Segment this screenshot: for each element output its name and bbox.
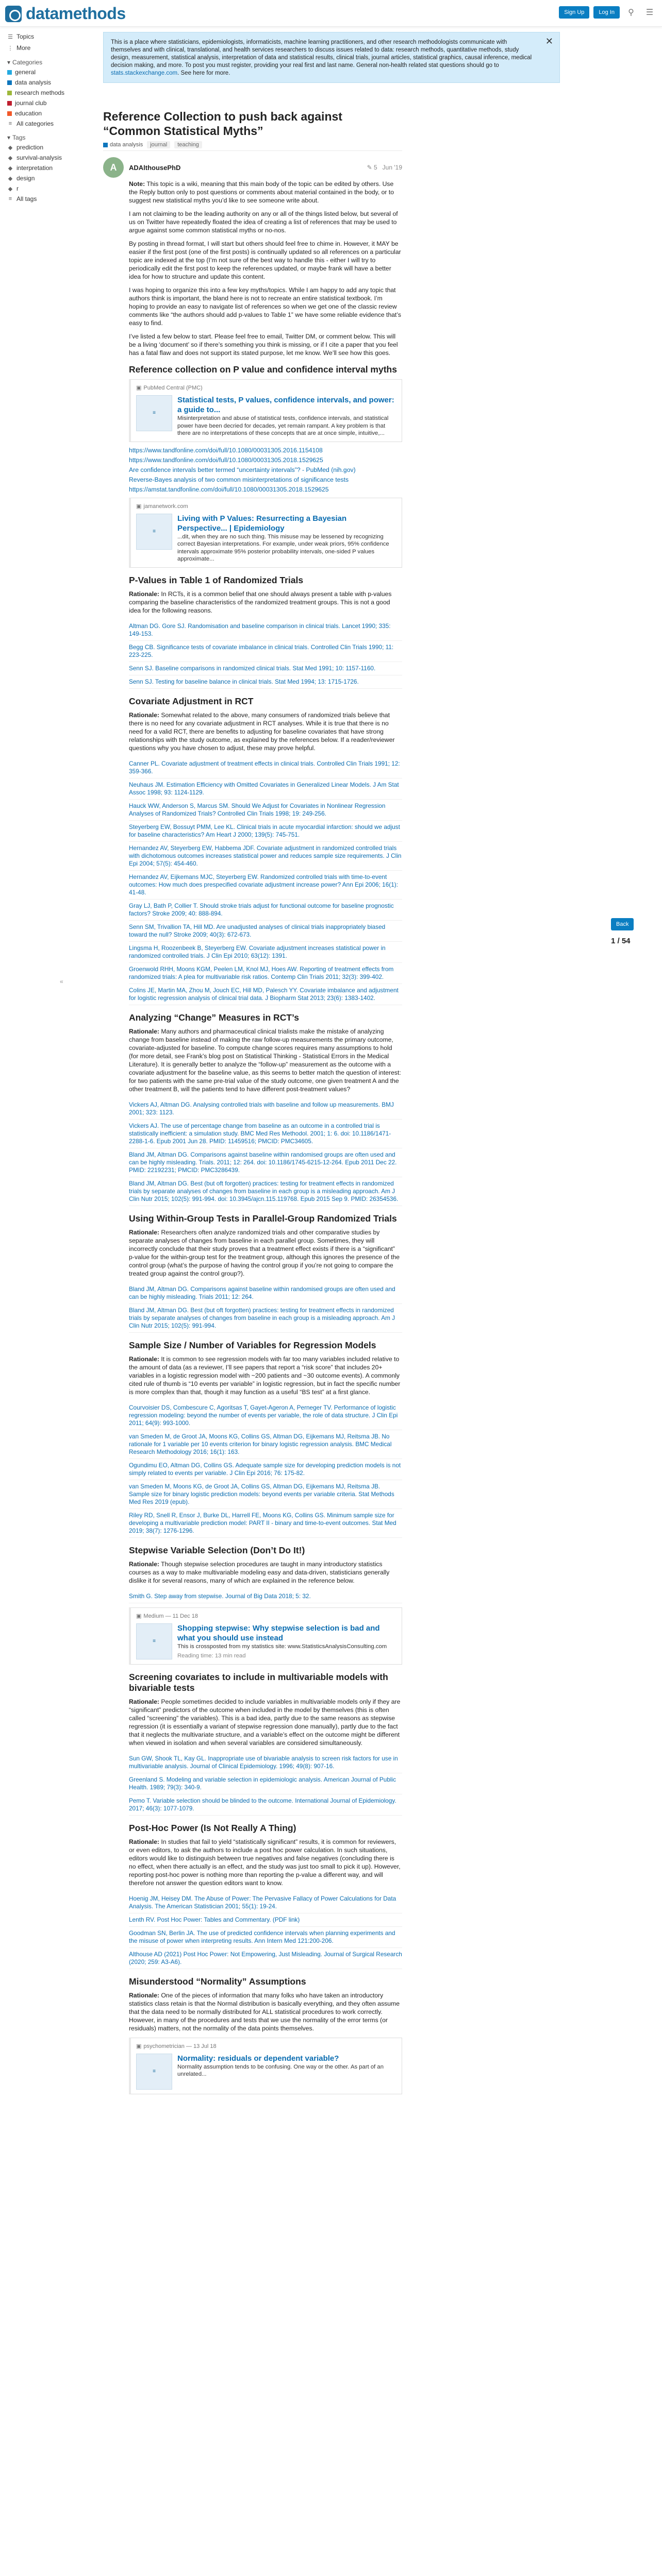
rationale-text: It is common to see regression models with far too many variables included relative to the amount of data (as a reviewer, I’ll see papers that report a “risk score” that includes 20+ variables in a logistic regression model with ~200 patients and ~30 outcome events). A commonly cited rule of thumb is “10 events per variable” in logistic regression, but in fact the specific number is more complex than that, though it may function as a useful “BS test” at a first glance.: [129, 1355, 401, 1396]
header-actions: [559, 5, 657, 20]
reference-link[interactable]: Hernandez AV, Eijkemans MJC, Steyerberg EW. Randomized controlled trials with time-to-event outcomes: How much does prespecified covariate adjustment increase power? Ann Epi 2006; 16(1): 41-48.: [129, 873, 398, 896]
reference-list: [129, 1752, 402, 1816]
topic-category[interactable]: [103, 142, 143, 148]
signup-button[interactable]: Sign Up: [559, 6, 589, 19]
site-favicon-icon: ▣: [136, 503, 142, 510]
reference-item: [129, 1177, 402, 1206]
collapse-sidebar-icon[interactable]: «: [60, 978, 63, 985]
rationale-label: Rationale:: [129, 1838, 159, 1845]
reference-item: [129, 821, 402, 842]
reference-link[interactable]: Ogundimu EO, Altman DG, Collins GS. Adequate sample size for developing prediction models is not simply related to events per variable. J Clin Epi 2016; 76: 175-82.: [129, 1461, 401, 1477]
section-heading: Sample Size / Number of Variables for Regression Models: [129, 1340, 376, 1350]
site-favicon-icon: ▣: [136, 1613, 142, 1619]
rationale-text: One of the pieces of information that many folks who have taken an introductory statistics class retain is that the Normal distribution is basically everything, and they often assume that the data need to be normally distributed for ALL statistical procedures to work correctly. However, in many of the procedures and tests that we use the normality of the error terms (or residuals) matters, not the normality of the data points themselves.: [129, 1991, 400, 2032]
reference-item: [129, 1401, 402, 1430]
note-label: Note:: [129, 180, 145, 188]
paragraph-text: By posting in thread format, I will start but others should feel free to chime in. However, it MAY be easier if the first post (one of the first posts) is continually updated so all references on a particular topic are indexed at the top (I’m not sure of the best way to handle this - either I will try to periodically edit the first post to keep the references updated, or maybe frank will have a better idea for how to structure and update this content.: [129, 240, 401, 280]
reference-item: [129, 1283, 402, 1304]
reference-link[interactable]: Bland JM, Altman DG. Best (but oft forgotten) practices: testing for treatment effects in randomized trials by separate analyses of changes from baseline in each group is a misleading approach. Am J Clin Nutr 2015; 102(5): 991-994. doi: 10.3945/ajcn.115.119768. Epub 2015 Sep 9. PMID: 26354536.: [129, 1179, 399, 1202]
link-preview-card[interactable]: [129, 379, 402, 442]
section-heading: Post-Hoc Power (Is Not Really A Thing): [129, 1822, 296, 1833]
reference-item: [129, 900, 402, 921]
reference-list: [129, 1401, 402, 1538]
reference-item: [129, 1304, 402, 1333]
reference-item: [129, 800, 402, 821]
sidebar-categories-header[interactable]: [5, 54, 82, 67]
section-heading: Screening covariates to include in multivariable models with bivariable tests: [129, 1671, 388, 1693]
site-favicon-icon: ▣: [136, 2043, 142, 2049]
link-preview-card[interactable]: [129, 2038, 402, 2094]
reference-item: [129, 1927, 402, 1948]
reference-item: [129, 1794, 402, 1816]
sidebar-item-all-tags[interactable]: [5, 194, 82, 204]
logo-text: datamethods: [26, 4, 126, 23]
rationale-text: Researchers often analyze randomized trials and other comparative studies by separate analyses of changes from baseline in each parallel group. Sometimes, they will incorrectly conclude that their study proves that a treatment effect exists if there is a “significant” p-value for the within-group test for the treatment group, although this ignores the presence of the control group (what’s the purpose of having the control group if you’re not going to compare the treated group against the control group?).: [129, 1228, 400, 1277]
section-rationale: [129, 1698, 402, 1747]
reference-link[interactable]: Riley RD, Snell R, Ensor J, Burke DL, Harrell FE, Moons KG, Collins GS. Minimum sample size for developing a multivariable prediction model: PART II - binary and time-to-event outcomes. Stat Med 2019; 38(7): 1276-1296.: [129, 1511, 396, 1534]
reference-link[interactable]: Bland JM, Altman DG. Comparisons against baseline within randomised groups are often used and can be highly misleading. Trials. 2011; 12: 264. doi: 10.1186/1745-6215-12-264. Epub 2011 Dec 22. PMID: 22192231; PMCID: PMC3286439.: [129, 1150, 397, 1174]
reference-item: [129, 620, 402, 641]
reference-list: [129, 1098, 402, 1206]
reference-link[interactable]: https://amstat.tandfonline.com/doi/full/10.1080/00031305.2018.1529625: [129, 485, 329, 493]
topic-breadcrumb: [103, 141, 402, 148]
sidebar-item-label: interpretation: [16, 164, 53, 172]
section-rationale: [129, 1027, 402, 1093]
reference-link[interactable]: Senn SJ. Baseline comparisons in randomized clinical trials. Stat Med 1991; 10: 1157-1160.: [129, 664, 376, 672]
reference-item: [129, 984, 402, 1005]
preview-title[interactable]: Statistical tests, P values, confidence intervals, and power: a guide to...: [177, 396, 394, 414]
post-body: [129, 180, 402, 2094]
sidebar-category-education[interactable]: [5, 108, 82, 118]
preview-text-column: [177, 514, 396, 563]
reference-item: [129, 1098, 402, 1120]
topics-icon: ☰: [8, 33, 13, 40]
back-button[interactable]: Back: [611, 918, 634, 930]
post-paragraph: [129, 210, 402, 234]
post-paragraph: [129, 286, 402, 327]
reference-link[interactable]: Senn SJ. Testing for baseline balance in clinical trials. Stat Med 1994; 13: 1715-1726.: [129, 677, 359, 685]
sidebar-item-topics[interactable]: [5, 31, 82, 42]
preview-title[interactable]: Normality: residuals or dependent variable?: [177, 2054, 339, 2063]
login-button[interactable]: Log In: [593, 6, 620, 19]
category-color-swatch: [7, 91, 12, 95]
reference-link[interactable]: Neuhaus JM. Estimation Efficiency with Omitted Covariates in Generalized Linear Models. J Am Stat Assoc 1998; 93: 1124-1129.: [129, 781, 399, 796]
site-favicon-icon: ▣: [136, 385, 142, 391]
paragraph-text: I am not claiming to be the leading authority on any or all of the things listed below, but several of us on Twitter have repeatedly floated the idea of creating a list of references that may be used to argue against some common statistical myths or no-nos.: [129, 210, 398, 234]
reference-link[interactable]: Althouse AD (2021) Post Hoc Power: Not Empowering, Just Misleading. Journal of Surgical Research (2020; 259: A3-A6).: [129, 1950, 402, 1965]
rationale-text: In studies that fail to yield “statistically significant” results, it is common for reviewers, or even editors, to ask the authors to include a post hoc power calculation. In such situations, editors would like to distinguish between true negatives and false negatives (concluding there is no effect, when there actually is an effect, and the study was just too small to pick it up). However, reporting post-hoc power is nothing more than reporting the p-value a different way, and will therefore not answer the question editors want to know.: [129, 1838, 401, 1887]
reference-link[interactable]: van Smeden M, de Groot JA, Moons KG, Collins GS, Altman DG, Eijkemans MJ, Reitsma JB. No rationale for 1 variable per 10 events criterion for binary logistic regression analysis. BMC Medical Research Methodology 2016; 16(1): 163.: [129, 1432, 392, 1455]
paragraph-text: This topic is a wiki, meaning that this main body of the topic can be edited by others. Use the Reply button only to post questions or comments about material contained in the body, or to suggest new statistical myths you’d like to see someone write about.: [129, 180, 394, 204]
preview-text-column: [177, 395, 396, 437]
rationale-text: In RCTs, it is a common belief that one should always present a table with p-values comparing the baseline characteristics of the randomized treatment groups. This is not a good idea for the following reasons.: [129, 590, 392, 614]
section-heading: Reference collection on P value and confidence interval myths: [129, 364, 397, 375]
preview-source-label: psychometrician — 13 Jul 18: [143, 2043, 217, 2049]
list-icon: ≡: [8, 196, 12, 202]
section-heading: Misunderstood “Normality” Assumptions: [129, 1976, 306, 1987]
sidebar-item-label: research methods: [15, 89, 65, 96]
section-rationale: [129, 711, 402, 752]
sidebar-item-label: journal club: [15, 99, 47, 107]
preview-source: [136, 384, 396, 392]
post: [103, 150, 402, 2098]
section-rationale: [129, 1991, 402, 2032]
sidebar-tag-interpretation[interactable]: [5, 163, 82, 173]
sidebar-category-general[interactable]: [5, 67, 82, 77]
reference-item: [129, 942, 402, 963]
sidebar-item-more[interactable]: [5, 42, 82, 54]
sidebar-item-label: general: [15, 69, 36, 76]
reference-item: [129, 662, 402, 675]
section-heading: P-Values in Table 1 of Randomized Trials: [129, 574, 304, 585]
reference-link[interactable]: Canner PL. Covariate adjustment of treatment effects in clinical trials. Controlled Clin Trials 1991; 12: 359-366.: [129, 759, 400, 775]
topic-tag[interactable]: journal: [147, 141, 170, 148]
topic-title[interactable]: Reference Collection to push back against “Common Statistical Myths”: [103, 110, 342, 138]
rationale-label: Rationale:: [129, 1560, 159, 1568]
reference-item: [129, 1752, 402, 1773]
sidebar-category-journal-club[interactable]: [5, 98, 82, 108]
reference-link[interactable]: Hauck WW, Anderson S, Marcus SM. Should We Adjust for Covariates in Nonlinear Regression Analyses of Randomized Trials? Controlled Clin Trials 1998; 19: 249-256.: [129, 802, 386, 817]
preview-content: [136, 1623, 396, 1660]
sidebar-tag-prediction[interactable]: [5, 142, 82, 152]
paragraph-text: I’ve listed a few below to start. Please feel free to email, Twitter DM, or comment below. This will be a living ‘document’ so if there’s something you think is missing, or if I cite a paper that you feel has a fatal flaw and does not support its stated purpose, let me know. We’ll see how this goes.: [129, 333, 398, 357]
preview-thumbnail-icon: ≡: [136, 514, 172, 550]
preview-footer: Reading time: 13 min read: [177, 1653, 246, 1659]
reference-item: [129, 1459, 402, 1480]
chevron-down-icon: ▾: [7, 59, 11, 66]
paragraph-text: I was hoping to organize this into a few key myths/topics. While I am happy to add any topic that authors think is important, the bland here is not to recreate an entire statistical textbook. I’m hoping to provide an easy to navigate list of references so when we get one of the classic review comments like “the authors should add p-values to Table 1” we have some reliable evidence that’s easy to find.: [129, 286, 401, 327]
reference-link[interactable]: Groenwold RHH, Moons KGM, Peelen LM, Knol MJ, Hoes AW. Reporting of treatment effects from randomized trials: A plea for multivariable risk ratios. Contemp Clin Trials 2011; 32(3): 399-402.: [129, 965, 394, 980]
site-logo[interactable]: [5, 4, 126, 23]
hamburger-icon[interactable]: ☰: [646, 8, 654, 17]
logo-mark: [5, 6, 22, 22]
section-rationale: [129, 1560, 402, 1585]
sidebar-item-label: design: [16, 175, 35, 182]
rationale-label: Rationale:: [129, 1027, 159, 1035]
preview-source: [136, 1612, 396, 1620]
section-heading: Using Within-Group Tests in Parallel-Group Randomized Trials: [129, 1213, 397, 1224]
reference-item: [129, 1148, 402, 1177]
rationale-text: Many authors and pharmaceutical clinical trialists make the mistake of analyzing change from baseline instead of making the raw follow-up measurements the primary outcome, covariate-adjusted for baseline. To compute change scores requires many assumptions to hold (for more detail, see Frank’s blog post on Statistical Thinking - Statistical Errors in the Medical Literature). It is generally better to analyze the “follow-up” measurement as the outcome with a covariate adjustment for the baseline value, as this seems to better match the question of interest: for two patients with the same pre-trial value of the study outcome, one given treatment A and the other treatment B, will the patients tend to have different post-treatment values?: [129, 1027, 401, 1093]
category-color-swatch: [7, 111, 12, 116]
reference-item: [129, 1948, 402, 1969]
search-icon[interactable]: ⚲: [628, 8, 634, 17]
section-rationale: [129, 1838, 402, 1887]
reference-item: [129, 1773, 402, 1794]
preview-source-label: Medium — 11 Dec 18: [143, 1613, 198, 1619]
category-color-swatch: [7, 70, 12, 75]
reference-link[interactable]: Senn SM, Trivallion TA, Hill MD. Are unadjusted analyses of clinical trials inappropriately biased toward the null? Stroke 2009; 40(3): 672-673.: [129, 923, 386, 938]
reference-list: [129, 1892, 402, 1969]
rationale-text: Somewhat related to the above, many consumers of randomized trials believe that there is no need for any covariate adjustment in RCT analyses. While it is true that there is no need for a valid RCT, there are benefits to adjusting for baseline covariates that have strong relationships with the study outcome, as explained by the references below. If a reader/reviewer questions why you have chosen to adjust, these may prove helpful.: [129, 711, 395, 752]
reference-link[interactable]: Colins JE, Martin MA, Zhou M, Jouch EC, Hill MD, Palesch YY. Covariate imbalance and adjustment for logistic regression analysis of clinical trial data. J Biopharm Stat 2013; 23(6): 1383-1402.: [129, 986, 399, 1002]
reference-link[interactable]: Vickers AJ. The use of percentage change from baseline as an outcome in a controlled trial is statistically inefficient: a simulation study. BMC Med Res Methodol. 2001; 1: 6. doi: 10.1186/1471-2288-1-6. Epub 2001 Jun 28. PMID: 11459516; PMCID: PMC34605.: [129, 1122, 391, 1145]
reference-link[interactable]: https://www.tandfonline.com/doi/full/10.1080/00031305.2016.1154108: [129, 446, 323, 454]
reference-link[interactable]: https://www.tandfonline.com/doi/full/10.1080/00031305.2018.1529625: [129, 456, 323, 464]
preview-text-column: [177, 2054, 396, 2090]
category-color-swatch: [103, 143, 108, 147]
topic-timeline: [611, 918, 642, 945]
tag-icon: ◆: [8, 175, 13, 182]
reference-link[interactable]: Altman DG. Gore SJ. Randomisation and baseline comparison in clinical trials. Lancet 1990; 335: 149-153.: [129, 622, 391, 637]
sidebar-tag-design[interactable]: [5, 173, 82, 183]
section-heading: Stepwise Variable Selection (Don’t Do It!): [129, 1545, 305, 1555]
sidebar-category-research-methods[interactable]: [5, 88, 82, 98]
preview-excerpt: ...dit, when they are no such thing. This misuse may be lessened by recognizing correct Bayesian interpretations. For example, under weak priors, 95% confidence intervals approximate 95% posterior probability intervals, one-sided P values approximate...: [177, 533, 389, 562]
tag-icon: ◆: [8, 144, 13, 151]
section-rationale: [129, 1228, 402, 1278]
rationale-label: Rationale:: [129, 590, 159, 598]
post-paragraph: [129, 240, 402, 281]
reference-item: [129, 1590, 402, 1603]
sidebar-category-list: [5, 67, 82, 118]
reference-item: [129, 757, 402, 778]
post-paragraph: [129, 180, 402, 205]
reference-item: [129, 871, 402, 900]
preview-excerpt: This is crossposted from my statistics site: www.StatisticsAnalysisConsulting.com: [177, 1643, 387, 1650]
preview-source: [136, 2042, 396, 2050]
sidebar-category-data-analysis[interactable]: [5, 77, 82, 88]
reference-link[interactable]: Vickers AJ, Altman DG. Analysing controlled trials with baseline and follow up measurements. BMJ 2001; 323: 1123.: [129, 1100, 394, 1116]
post-header: [103, 150, 402, 178]
reference-list: [129, 1590, 402, 1603]
reference-link[interactable]: Bland JM, Altman DG. Comparisons against baseline within randomised groups are often used and can be highly misleading. Trials 2011; 12: 264.: [129, 1285, 395, 1300]
rationale-text: People sometimes decided to include variables in multivariable models only if they are “significant” predictors of the outcome when included in the model by themselves (this is often called “screening” the variables). This is a bad idea, partly due to the same reasons as stepwise regression (it is essentially a variant of stepwise regression done manually), partly due to the fact that it neglects the multivariate structure, and a variable’s effect on the outcome might be different when viewed in isolation and when several variables are considered simultaneously.: [129, 1698, 401, 1747]
preview-content: [136, 514, 396, 563]
topic-header: [103, 109, 402, 148]
reference-item: [129, 1509, 402, 1538]
reference-link[interactable]: Reverse-Bayes analysis of two common misinterpretations of significance tests: [129, 476, 349, 483]
section-rationale: [129, 1355, 402, 1396]
sidebar-section-label: Tags: [12, 134, 26, 141]
reference-link[interactable]: Goodman SN, Berlin JA. The use of predicted confidence intervals when planning experiments and the misuse of power when interpreting results. Ann Intern Med 121:200-206.: [129, 1929, 395, 1944]
sidebar-item-label: education: [15, 110, 42, 117]
sidebar-item-label: survival-analysis: [16, 154, 62, 161]
reference-item: [129, 842, 402, 871]
preview-title[interactable]: Shopping stepwise: Why stepwise selection is bad and what you should use instead: [177, 1623, 380, 1642]
sidebar-tags-header[interactable]: [5, 129, 82, 142]
category-color-swatch: [7, 101, 12, 106]
sidebar-tag-r[interactable]: [5, 183, 82, 194]
post-paragraph: [129, 332, 402, 357]
preview-thumbnail-icon: ≡: [136, 1623, 172, 1659]
preview-content: [136, 395, 396, 437]
reference-item: [129, 675, 402, 689]
preview-source: [136, 502, 396, 511]
timeline-count[interactable]: 1 / 54: [611, 937, 631, 945]
section-heading: Covariate Adjustment in RCT: [129, 696, 254, 706]
reference-item: [129, 921, 402, 942]
reference-link[interactable]: Pemo T. Variable selection should be blinded to the outcome. International Journal of Epidemiology. 2017; 46(3): 1077-1079.: [129, 1797, 396, 1812]
sidebar-tag-survival-analysis[interactable]: [5, 152, 82, 163]
section-heading: Analyzing “Change” Measures in RCT’s: [129, 1012, 299, 1023]
reference-link[interactable]: Are confidence intervals better termed “uncertainty intervals”? - PubMed (nih.gov): [129, 466, 356, 473]
reference-list: [129, 757, 402, 1005]
list-icon: ≡: [8, 121, 12, 127]
preview-thumbnail-icon: ≡: [136, 395, 172, 431]
post-meta: [367, 164, 402, 171]
reference-link[interactable]: Smith G. Step away from stepwise. Journal of Big Data 2018; 5: 32.: [129, 1592, 311, 1600]
rationale-text: Though stepwise selection procedures are taught in many introductory statistics courses as a way to make multivariable modeling easy and data-driven, statisticians generally dislike it for several reasons, many of which are explained in the reference below.: [129, 1560, 390, 1584]
site-header: [0, 0, 662, 27]
tag-icon: ◆: [8, 165, 13, 172]
reference-item: [129, 1430, 402, 1459]
sidebar-item-label: prediction: [16, 144, 44, 151]
reference-list: [129, 620, 402, 689]
sidebar-item-label: More: [16, 44, 31, 52]
rationale-label: Rationale:: [129, 711, 159, 719]
banner-text-end: . See here for more.: [177, 70, 230, 76]
tag-icon: ◆: [8, 155, 13, 161]
rationale-label: Rationale:: [129, 1698, 159, 1705]
reference-item: [129, 1913, 402, 1927]
sidebar-item-all-categories[interactable]: [5, 118, 82, 129]
reference-item: [129, 778, 402, 800]
reference-link[interactable]: Gray LJ, Bath P, Collier T. Should stroke trials adjust for functional outcome for baseline prognostic factors? Stroke 2009; 40: 888-894.: [129, 902, 394, 917]
section-rationale: [129, 590, 402, 615]
reference-link[interactable]: Hoenig JM, Heisey DM. The Abuse of Power: The Pervasive Fallacy of Power Calculations for Data Analysis. The American Statistician 2001; 55(1): 19-24.: [129, 1894, 396, 1910]
avatar[interactable]: A: [103, 157, 124, 178]
sidebar-section-label: Categories: [12, 59, 43, 66]
sidebar-tag-list: [5, 142, 82, 194]
post-username[interactable]: ADAlthousePhD: [129, 163, 181, 172]
preview-excerpt: Misinterpretation and abuse of statistical tests, confidence intervals, and statistical power have been decried for decades, yet remain rampant. A key problem is that there are no interpretations of these concepts that are at once simple, intuitive,...: [177, 415, 389, 436]
reference-item: [129, 1480, 402, 1509]
reference-link[interactable]: Courvoisier DS, Combescure C, Agoritsas T, Gayet-Ageron A, Perneger TV. Performance of logistic regression modeling: beyond the number of events per variable, the role of data structure. J Clin Epi 2011; 64(9): 993-1000.: [129, 1403, 398, 1427]
reference-link[interactable]: Sun GW, Shook TL, Kay GL. Inappropriate use of bivariable analysis to screen risk factors for use in multivariable analysis. Journal of Clinical Epidemiology. 1996; 49(8): 907-16.: [129, 1754, 398, 1770]
preview-title[interactable]: Living with P Values: Resurrecting a Bayesian Perspective... | Epidemiology: [177, 514, 347, 533]
welcome-banner: [103, 32, 560, 83]
rationale-label: Rationale:: [129, 1228, 159, 1236]
chevron-down-icon: ▾: [7, 134, 11, 141]
category-color-swatch: [7, 80, 12, 85]
link-preview-card[interactable]: [129, 1607, 402, 1665]
preview-excerpt: Normality assumption tends to be confusing. One way or the other. As part of an unrelated...: [177, 2063, 384, 2077]
sidebar-item-label: All categories: [16, 120, 54, 127]
reference-item: [129, 1120, 402, 1148]
sidebar-item-label: Topics: [16, 33, 35, 40]
rationale-label: Rationale:: [129, 1355, 159, 1363]
reference-link[interactable]: Bland JM, Altman DG. Best (but oft forgotten) practices: testing for treatment effects in randomized trials by separate analyses of changes from baseline in each group is a misleading approach. Am J Clin Nutr 2015; 102(5): 991-994.: [129, 1306, 395, 1329]
preview-source-label: jamanetwork.com: [143, 503, 188, 510]
banner-text: This is a place where statisticians, epidemiologists, informaticists, machine learning practitioners, and other research methodologists communicate with themselves and with clinical, translational, and health services researchers to discuss issues related to data: research methods, quantitative methods, study design, measurement, statistical analysis, interpretation of data and statistical results, clinical trials, journal articles, statistical graphics, causal inference, medical decision making, and more. To post you must register, providing your real first and last name. General non-health related stat questions should go to: [111, 39, 532, 69]
reference-item: [129, 1892, 402, 1913]
reference-link[interactable]: Begg CB. Significance tests of covariate imbalance in clinical trials. Controlled Clin Trials 1990; 11: 223-225.: [129, 643, 394, 658]
reference-link[interactable]: Lenth RV. Post Hoc Power: Tables and Commentary. (PDF link): [129, 1916, 300, 1923]
reference-item: [129, 963, 402, 984]
sidebar-item-label: data analysis: [15, 79, 52, 86]
tag-icon: ◆: [8, 185, 13, 192]
post-date[interactable]: Jun '19: [382, 164, 402, 171]
reference-list: [129, 1283, 402, 1333]
preview-text-column: [177, 1623, 396, 1660]
sidebar-item-label: r: [16, 185, 19, 192]
reference-link[interactable]: van Smeden M, Moons KG, de Groot JA, Collins GS, Altman DG, Eijkemans MJ, Reitsma JB. Sample size for binary logistic prediction models: beyond events per variable criteria. Stat Methods Med Res 2019 (epub).: [129, 1482, 394, 1505]
preview-source-label: PubMed Central (PMC): [143, 385, 203, 391]
reference-link[interactable]: Greenland S. Modeling and variable selection in epidemiologic analysis. American Journal of Public Health. 1989; 79(3): 340-9.: [129, 1775, 396, 1791]
sidebar: [0, 27, 88, 208]
edit-history-count[interactable]: ✎ 5: [367, 164, 377, 171]
topic-tag[interactable]: teaching: [174, 141, 202, 148]
sidebar-item-label: All tags: [16, 195, 37, 202]
preview-content: [136, 2054, 396, 2090]
reference-item: [129, 641, 402, 662]
close-icon[interactable]: ✕: [545, 36, 553, 46]
reference-link[interactable]: Hernandez AV, Steyerberg EW, Habbema JDF. Covariate adjustment in randomized controlled trials with dichotomous outcomes increases statistical power and reduces sample size requirements. J Clin Epi 2004; 57(5): 454-460.: [129, 844, 402, 867]
rationale-label: Rationale:: [129, 1991, 159, 1999]
more-icon: ⋮: [7, 45, 13, 52]
preview-thumbnail-icon: ≡: [136, 2054, 172, 2090]
reference-link[interactable]: Steyerberg EW, Bossuyt PMM, Lee KL. Clinical trials in acute myocardial infarction: should we adjust for baseline characteristics? Am Heart J 2000; 139(5): 745-751.: [129, 823, 400, 838]
link-preview-card[interactable]: [129, 498, 402, 568]
banner-link[interactable]: stats.stackexchange.com: [111, 70, 178, 76]
reference-link[interactable]: Lingsma H, Roozenbeek B, Steyerberg EW. Covariate adjustment increases statistical power in randomized controlled trials. J Clin Epi 2010; 63(12): 1391.: [129, 944, 386, 959]
category-label: data analysis: [110, 142, 143, 148]
